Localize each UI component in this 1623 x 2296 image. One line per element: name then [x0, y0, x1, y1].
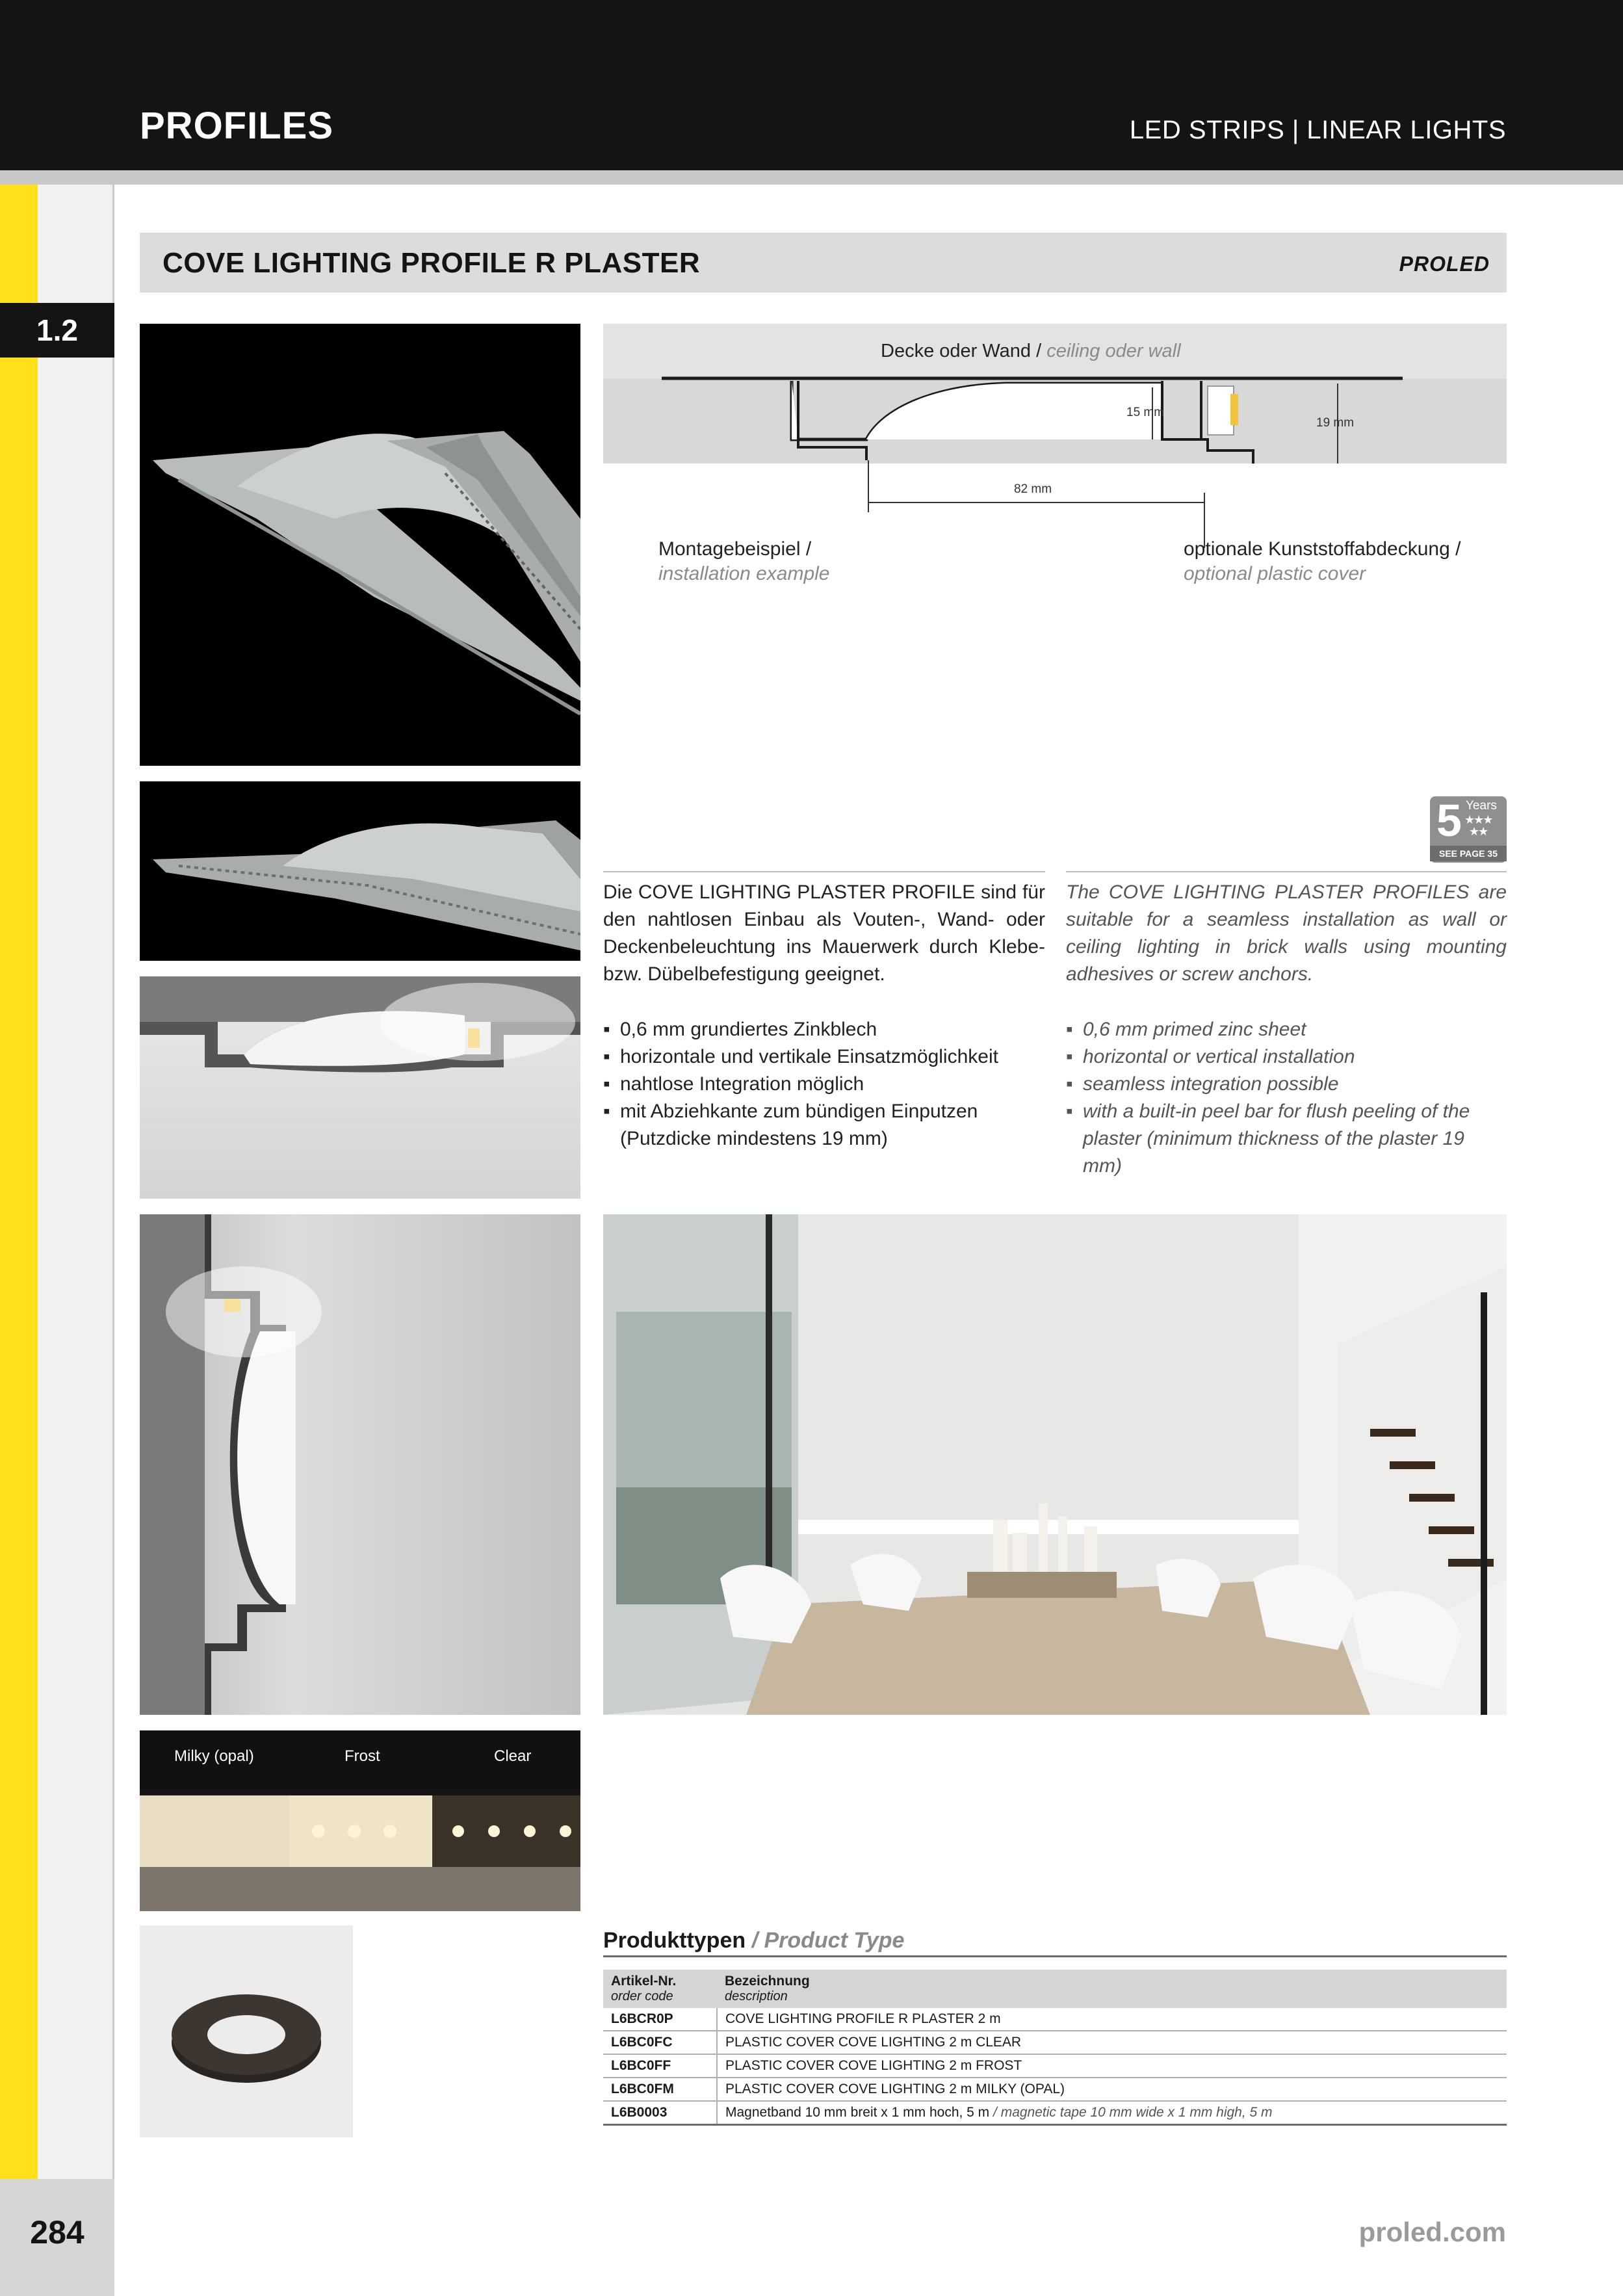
feature-de: ▪ horizontale und vertikale Einsatzmöglichkeit [603, 1043, 1045, 1071]
warranty-see-page: SEE PAGE 35 [1430, 846, 1507, 861]
product-description: COVE LIGHTING PROFILE R PLASTER 2 m [717, 2008, 1507, 2031]
magnetic-tape-photo [140, 1925, 353, 2137]
category-title: PROFILES [140, 105, 334, 147]
product-description: PLASTIC COVER COVE LIGHTING 2 m MILKY (OPAL) [717, 2078, 1507, 2101]
dim-15mm: 15 mm [1126, 406, 1165, 419]
features-list-en [1066, 1016, 1507, 1180]
cover-label-milky: Milky (opal) [174, 1747, 254, 1765]
vertical-profile-render [140, 1214, 580, 1715]
mount-label-de: Montagebeispiel / [658, 538, 812, 560]
warranty-stars: ★★★ [1464, 813, 1492, 826]
feature-de: ▪ 0,6 mm grundiertes Zinkblech [603, 1016, 1045, 1043]
cross-section-render [140, 976, 580, 1199]
feature-de: ▪ mit Abziehkante zum bündigen Einputzen (Putzdicke mindestens 19 mm) [603, 1098, 1045, 1153]
table-row [603, 2101, 1507, 2125]
mount-label-en: installation example [658, 563, 830, 584]
feature-de: ▪ nahtlose Integration möglich [603, 1071, 1045, 1098]
warranty-badge [1430, 796, 1507, 863]
order-code: L6B0003 [603, 2101, 717, 2125]
col-order-code: Artikel-Nr. order code [603, 1970, 717, 2008]
description-de: Die COVE LIGHTING PLASTER PROFILE sind für den nahtlosen Einbau als Vouten-, Wand- oder Deckenbeleuchtung ins Mauerwerk durch Klebe- bzw. Dübelbefestigung geeignet. [603, 881, 1045, 985]
website-link[interactable]: proled.com [1358, 2217, 1506, 2247]
feature-en: ▪ horizontal or vertical installation [1066, 1043, 1507, 1071]
side-accent-bar [0, 185, 38, 2187]
table-row [603, 2031, 1507, 2054]
cover-label-de: optionale Kunststoffabdeckung / [1184, 538, 1461, 560]
side-margin [38, 185, 114, 2296]
header-rule [0, 170, 1623, 185]
rule-en [1066, 871, 1507, 872]
feature-en: ▪ with a built-in peel bar for flush peeling of the plaster (minimum thickness of the plaster 19 mm) [1066, 1098, 1507, 1180]
order-code: L6BCR0P [603, 2008, 717, 2031]
rule-de [603, 871, 1045, 872]
page-number: 284 [30, 2214, 84, 2250]
table-row [603, 2054, 1507, 2078]
chapter-tab[interactable]: 1.2 [0, 303, 114, 358]
features-list-de [603, 1016, 1045, 1153]
description-en: The COVE LIGHTING PLASTER PROFILES are suitable for a seamless installation as wall or ceiling lighting in brick walls using mounting adhesives or screw anchors. [1066, 881, 1507, 985]
technical-diagram [603, 324, 1507, 597]
product-description: Magnetband 10 mm breit x 1 mm hoch, 5 m / magnetic tape 10 mm wide x 1 mm high, 5 m [717, 2101, 1507, 2125]
feature-en: ▪ 0,6 mm primed zinc sheet [1066, 1016, 1507, 1043]
interior-photo [603, 1214, 1507, 1715]
warranty-stars-2: ★★ [1469, 825, 1488, 838]
table-row [603, 2008, 1507, 2031]
product-description: PLASTIC COVER COVE LIGHTING 2 m FROST [717, 2054, 1507, 2078]
product-types-heading: Produkttypen / Product Type [603, 1928, 905, 1953]
col-description: Bezeichnung description [717, 1970, 1507, 2008]
feature-en: ▪ seamless integration possible [1066, 1071, 1507, 1098]
product-types-rule [603, 1955, 1507, 1957]
cover-label-en: optional plastic cover [1184, 563, 1366, 584]
dim-82mm: 82 mm [1014, 482, 1052, 496]
proled-logo: PROLED [1399, 252, 1490, 276]
cover-label-frost: Frost [344, 1747, 380, 1765]
category-subtitle: LED STRIPS | LINEAR LIGHTS [1129, 116, 1506, 144]
warranty-number: 5 [1436, 795, 1462, 846]
dim-19mm: 19 mm [1316, 416, 1355, 430]
table-header-row [603, 1970, 1507, 2008]
product-description: PLASTIC COVER COVE LIGHTING 2 m CLEAR [717, 2031, 1507, 2054]
warranty-years: Years [1466, 799, 1497, 813]
ceiling-label: Decke oder Wand / ceiling oder wall [881, 341, 1181, 361]
order-code: L6BC0FM [603, 2078, 717, 2101]
profile-photo-large [140, 324, 580, 766]
cover-label-clear: Clear [494, 1747, 532, 1765]
table-row [603, 2078, 1507, 2101]
section-title: COVE LIGHTING PROFILE R PLASTER [162, 247, 701, 279]
order-code: L6BC0FF [603, 2054, 717, 2078]
product-table [603, 1970, 1507, 2126]
profile-photo-small [140, 781, 580, 961]
order-code: L6BC0FC [603, 2031, 717, 2054]
